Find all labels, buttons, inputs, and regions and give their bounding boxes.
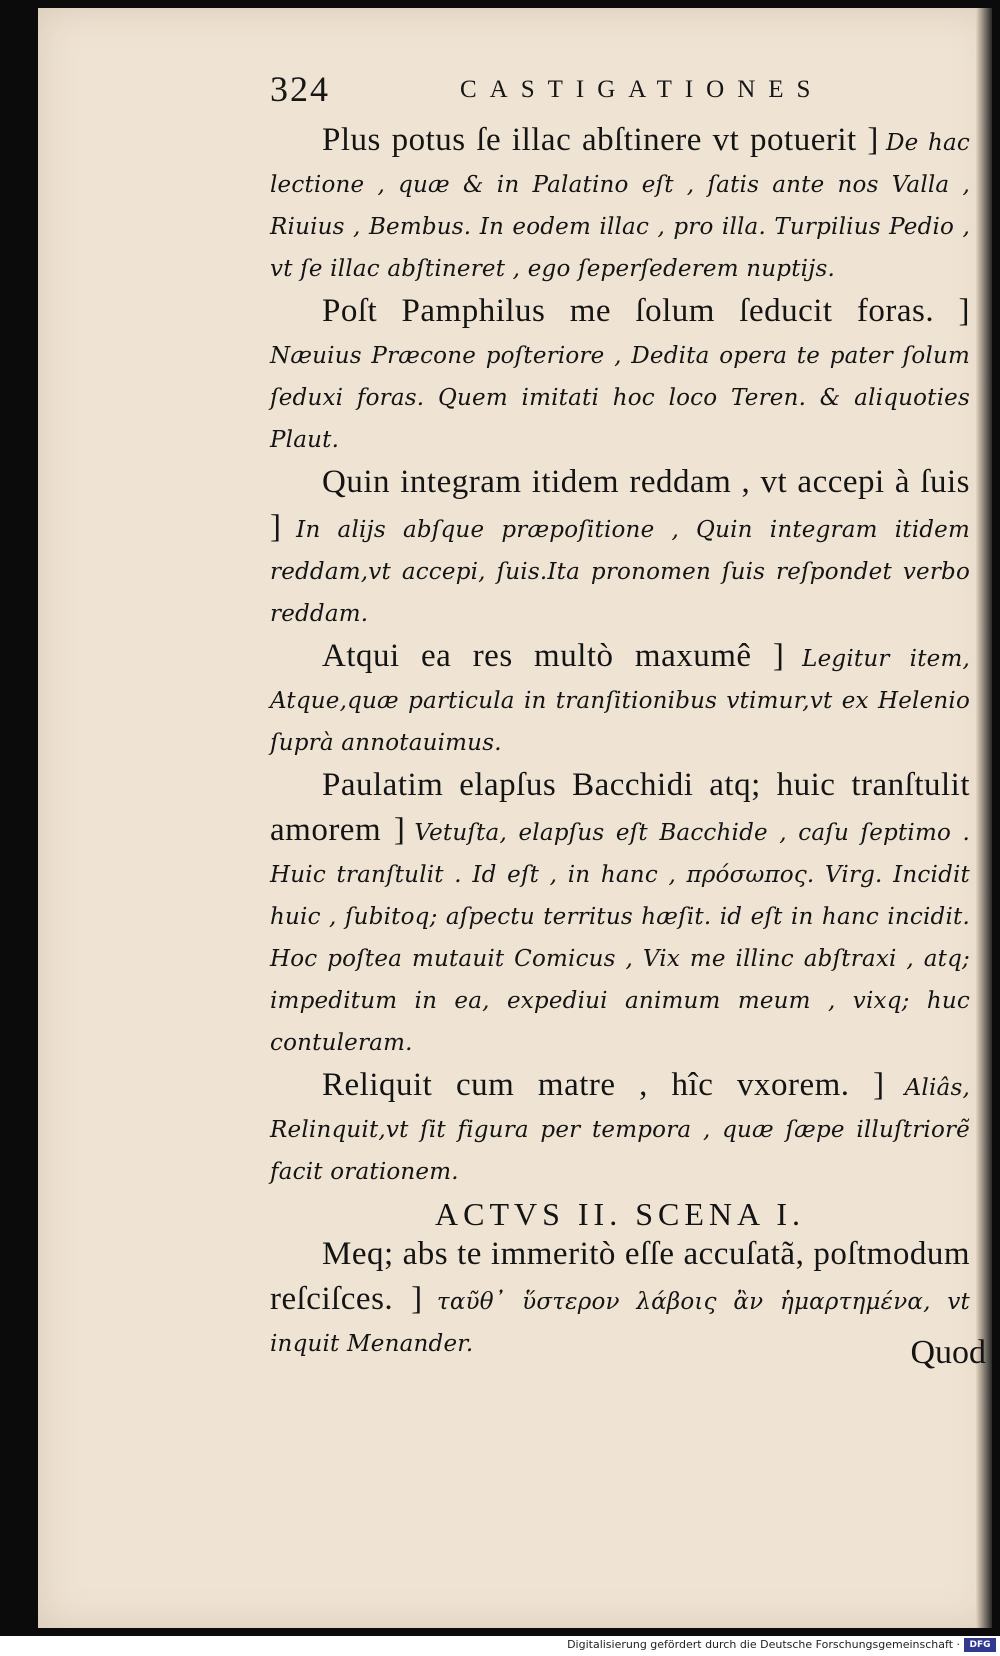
page-body (270, 120, 970, 1366)
commentary: , vt inquit Menander. (270, 1289, 970, 1357)
page-header (270, 68, 930, 108)
entry-4 (270, 636, 970, 765)
lemma: Plus potus ſe illac abſtinere vt potuerit ] (322, 122, 879, 158)
entry-2 (270, 291, 970, 462)
lemma: Quin integram itidem reddam , vt accepi à ſuis ] (270, 464, 970, 545)
entry-3 (270, 462, 970, 636)
entry-act (270, 1234, 970, 1366)
commentary: In alijs abſque præpoſitione , Quin integram itidem reddam,vt accepi, ſuis.Ita pronomen ſuis reſpondet verbo reddam. (270, 517, 970, 627)
entry-6 (270, 1065, 970, 1194)
page-spine-shadow (976, 8, 992, 1628)
lemma: Atqui ea res multò maxumê ] (322, 638, 785, 674)
catchword: Quod (910, 1334, 986, 1371)
running-head: CASTIGATIONES (460, 76, 824, 103)
page-number: 324 (270, 69, 330, 109)
commentary: Aliâs, Relinquit,vt ſit figura per tempora , quæ ſæpe illuſtriorẽ facit orationem. (270, 1075, 970, 1185)
lemma: Reliquit cum matre , hîc vxorem. ] (322, 1067, 885, 1103)
lemma: Meq; abs te immeritò eſſe accuſatã, poſtmodum reſciſces. ] (270, 1236, 970, 1317)
commentary: Legitur item, Atque,quæ particula in tranſitionibus vtimur,vt ex Helenio ſuprà annotauimus. (270, 646, 970, 756)
entry-5 (270, 765, 970, 1065)
act-heading: ACTVS II. SCENA I. (434, 1196, 805, 1232)
lemma: Paulatim elapſus Bacchidi atq; huic tranſtulit amorem ] (270, 767, 970, 848)
book-page (38, 8, 992, 1628)
footer-credit: Digitalisierung gefördert durch die Deutsche Forschungsgemeinschaft · (567, 1638, 960, 1651)
commentary: Næuius Præcone poſteriore , Dedita opera te pater ſolum ſeduxi foras. Quem imitati hoc loco Teren. & aliquoties Plaut. (270, 343, 970, 453)
entry-1 (270, 120, 970, 291)
commentary: De hac lectione , quæ & in Palatino eſt , ſatis ante nos Valla , Riuius , Bembus. In eodem illac , pro illa. Turpilius Pedio , vt ſe illac abſtineret , ego ſeperſederem nuptijs. (270, 130, 970, 282)
greek-quotation: ταῦθ᾽ ὕστερον λάβοις ἂν ἡμαρτημένα (436, 1289, 924, 1315)
commentary: Vetuſta, elapſus eſt Bacchide , caſu ſeptimo . Huic tranſtulit . Id eſt , in hanc , πρόσωπος. Virg. Incidit huic , ſubitoq; aſpectu territus hæſit. id eſt in hanc incidit. Hoc poſtea mutauit Comicus , Vix me illinc abſtraxi , atq; impeditum in ea, expediui animum meum , vixq; huc contuleram. (270, 820, 971, 1056)
lemma: Poſt Pamphilus me ſolum ſeducit foras. ] (322, 293, 970, 329)
dfg-logo: DFG (964, 1638, 996, 1652)
digitization-footer (0, 1636, 1000, 1656)
